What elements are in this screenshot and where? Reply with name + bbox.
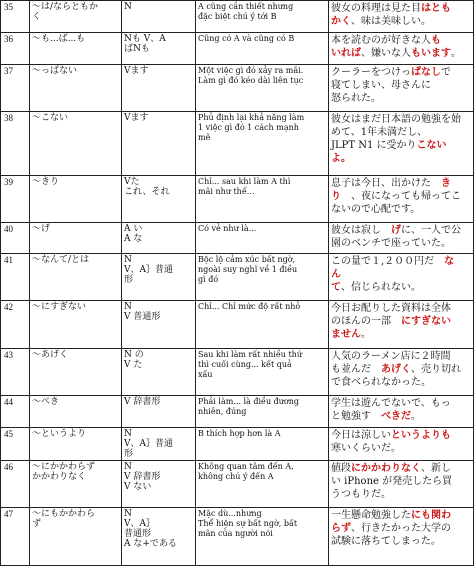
example-line (331, 522, 471, 535)
connection-form-line: N (124, 509, 132, 519)
highlighted-grammar: らず (331, 523, 351, 534)
connection-form-line: A な (124, 234, 143, 244)
vietnamese-meaning-line: 1 việc gì đó 1 cách mạnh (198, 123, 299, 132)
example-text: 今日お配りした資料は全体 (331, 303, 451, 314)
grammar-pattern-line: ～にもかかわら (32, 509, 96, 519)
grammar-pattern-line: ～は/ならともか (32, 2, 99, 12)
example-text: 。 (411, 411, 421, 422)
example-line (331, 281, 471, 294)
example-text: も並んだ (331, 364, 371, 375)
example-text: い iPhone が発売したら買 (331, 476, 453, 487)
example-text: 寒いくらいだ。 (331, 443, 401, 454)
connection-form (122, 65, 196, 112)
table-row (1, 254, 474, 301)
example-text: に、一人で公 (401, 225, 461, 236)
example-text: で (441, 67, 451, 78)
connection-form-line: 形 (124, 449, 134, 459)
vietnamese-meaning-line: B thích hợp hơn là A (198, 429, 281, 438)
grammar-pattern (30, 112, 122, 176)
table-row (1, 428, 474, 461)
vietnamese-meaning-line: Chỉ... Chỉ mức độ rất nhỏ (198, 302, 301, 311)
grammar-pattern (30, 176, 122, 223)
connection-form-line: これ、それ (124, 187, 170, 197)
connection-form-line: V た (124, 360, 143, 370)
connection-form-line: 形 (124, 275, 134, 285)
example-line (331, 302, 471, 315)
example-line (331, 535, 471, 548)
highlighted-grammar: もいます (411, 48, 451, 59)
example-sentence (329, 176, 474, 223)
vietnamese-meaning (196, 396, 329, 428)
example-text: 彼女はまだ日本語の勉強を始 (331, 114, 461, 125)
grammar-pattern-line: ～げ (32, 224, 51, 234)
vietnamese-meaning-line: Chỉ... sau khi làm A thì (198, 177, 291, 186)
example-sentence (329, 254, 474, 301)
row-number: 37 (1, 65, 30, 112)
connection-form (122, 396, 196, 428)
connection-form-line: ばNも (124, 44, 150, 54)
example-line (331, 376, 471, 389)
connection-form (122, 112, 196, 176)
highlighted-grammar: べきだ (371, 411, 411, 422)
grammar-pattern-line: ～きり (32, 177, 60, 187)
grammar-pattern-line: く (32, 12, 42, 22)
grammar-pattern (30, 301, 122, 349)
grammar-pattern (30, 349, 122, 396)
vietnamese-meaning-line: A cũng cần thiết nhưng (198, 2, 294, 11)
highlighted-grammar: ん (331, 269, 341, 280)
vietnamese-meaning-line: Mặc dù...nhưng (198, 509, 262, 518)
example-text: ないので心配です。 (331, 204, 421, 215)
example-text: 値段 (331, 463, 351, 474)
example-line (331, 79, 471, 92)
highlighted-grammar: はとも (421, 3, 451, 14)
vietnamese-meaning-line: đặc biệt chú ý tới B (198, 12, 277, 21)
row-number: 42 (1, 301, 30, 349)
table-row (1, 65, 474, 112)
connection-form (122, 349, 196, 396)
example-text: で食べられなかった。 (331, 377, 431, 388)
example-line (331, 47, 471, 60)
highlighted-grammar: ません (331, 329, 361, 340)
highlighted-grammar: な (434, 256, 455, 267)
connection-form-line: Vます (124, 113, 149, 123)
example-line (331, 255, 471, 268)
example-text: うつもりだ。 (331, 489, 391, 500)
table-row (1, 1, 474, 33)
table-row (1, 112, 474, 176)
row-number: 38 (1, 112, 30, 176)
highlighted-grammar: あげく (371, 364, 411, 375)
row-number: 40 (1, 223, 30, 254)
vietnamese-meaning-line: mẽ (198, 133, 211, 142)
connection-form-line: N (124, 2, 132, 12)
vietnamese-meaning-line: Thể hiện sự bất ngờ, bất (198, 519, 298, 528)
example-sentence (329, 65, 474, 112)
example-text: 試験に落ちてしまった。 (331, 536, 441, 547)
vietnamese-meaning (196, 1, 329, 33)
vietnamese-meaning (196, 349, 329, 396)
vietnamese-meaning-line: xấu (198, 370, 213, 379)
grammar-pattern (30, 461, 122, 508)
example-text: 彼女の料理は見た目 (331, 3, 421, 14)
connection-form (122, 461, 196, 508)
example-line (331, 177, 471, 190)
table-row (1, 33, 474, 65)
connection-form (122, 176, 196, 223)
vietnamese-meaning (196, 508, 329, 566)
example-text: 。 (451, 48, 461, 59)
vietnamese-meaning-line: gì đó (198, 275, 219, 284)
connection-form-line: N (124, 302, 132, 312)
connection-form-line: 普通形 (124, 529, 152, 539)
connection-form (122, 508, 196, 566)
grammar-pattern-line: ～にかかわらず (32, 462, 96, 472)
grammar-pattern (30, 396, 122, 428)
vietnamese-meaning-line: thì cuối cùng... kết quả (198, 360, 292, 369)
vietnamese-meaning (196, 301, 329, 349)
grammar-pattern-line: ～にすぎない (32, 302, 87, 312)
vietnamese-meaning (196, 428, 329, 461)
example-text: 園のベンチで座っていた。 (331, 238, 451, 249)
grammar-pattern-line: ず (32, 519, 42, 529)
table-row (1, 176, 474, 223)
vietnamese-meaning-line: mãn của người nói (198, 529, 273, 538)
connection-form (122, 301, 196, 349)
grammar-table-body (1, 1, 474, 566)
grammar-pattern (30, 33, 122, 65)
connection-form (122, 254, 196, 301)
example-line (331, 92, 471, 105)
grammar-pattern-line: ～こない (32, 113, 69, 123)
example-line (331, 509, 471, 522)
highlighted-grammar: こない (416, 140, 447, 151)
grammar-pattern-line: ～なんて/とは (32, 255, 90, 265)
connection-form-line: N の (124, 350, 144, 360)
connection-form-line: V 普通形 (124, 312, 161, 322)
connection-form-line: Nも V、A (124, 34, 166, 44)
highlighted-grammar: にかかわりなく (351, 463, 421, 474)
example-line (331, 152, 471, 165)
example-text: めて、1年未満だし、 (331, 127, 428, 138)
highlighted-grammar: き (431, 178, 451, 189)
highlighted-grammar: かく (331, 16, 351, 27)
example-line (331, 203, 471, 216)
vietnamese-meaning-line: Phủ định lại khả năng làm (198, 113, 305, 122)
vietnamese-meaning-line: Phải làm... là điều đương (198, 397, 300, 406)
example-text: JLPT N1 に受かり (331, 140, 417, 151)
connection-form-line: A な+である (124, 539, 177, 549)
example-line (331, 190, 471, 203)
example-line (331, 315, 471, 328)
vietnamese-meaning-line: Không quan tâm đến A, (198, 462, 294, 471)
example-line (331, 475, 471, 488)
example-sentence (329, 461, 474, 508)
vietnamese-meaning-line: Cũng có A và cũng có B (198, 34, 295, 43)
connection-form-line: V 辞書形 (124, 472, 161, 482)
row-number: 47 (1, 508, 30, 566)
example-sentence (329, 428, 474, 461)
connection-form (122, 33, 196, 65)
row-number: 39 (1, 176, 30, 223)
vietnamese-meaning (196, 112, 329, 176)
table-row (1, 396, 474, 428)
highlighted-grammar: ぱなし (411, 67, 441, 78)
table-row (1, 301, 474, 349)
example-line (331, 113, 471, 126)
vietnamese-meaning (196, 223, 329, 254)
example-text: 、新し (421, 463, 451, 474)
example-text: 怒られた。 (331, 93, 381, 104)
example-sentence (329, 301, 474, 349)
highlighted-grammar: よ。 (331, 153, 351, 164)
example-text: 。 (361, 329, 371, 340)
vietnamese-meaning (196, 176, 329, 223)
connection-form-line: A い (124, 224, 143, 234)
row-number: 44 (1, 396, 30, 428)
vietnamese-meaning-line: ngoài suy nghĩ về 1 điều (198, 265, 298, 274)
highlighted-grammar: も (431, 35, 441, 46)
example-sentence (329, 349, 474, 396)
example-line (331, 2, 471, 15)
vietnamese-meaning (196, 461, 329, 508)
row-number: 43 (1, 349, 30, 396)
example-text: この量で１,２００円だ (331, 256, 435, 267)
vietnamese-meaning-line: Một việc gì đó xảy ra mãi. (198, 66, 304, 75)
table-row (1, 508, 474, 566)
example-text: 今日は涼しい (331, 430, 391, 441)
example-sentence (329, 33, 474, 65)
example-text: 、嫌いな人 (361, 48, 411, 59)
example-line (331, 350, 471, 363)
example-line (331, 442, 471, 455)
grammar-pattern (30, 254, 122, 301)
example-line (331, 126, 471, 139)
connection-form-line: V、A｝普通 (124, 265, 173, 275)
example-line (331, 429, 471, 442)
example-line (331, 15, 471, 28)
example-line (331, 488, 471, 501)
example-text: 、売り切れ (411, 364, 461, 375)
row-number: 45 (1, 428, 30, 461)
grammar-pattern-line: ～というより (32, 429, 87, 439)
connection-form-line: V、A｝普通 (124, 439, 173, 449)
vietnamese-meaning (196, 65, 329, 112)
example-sentence (329, 396, 474, 428)
highlighted-grammar: にすぎない (391, 316, 451, 327)
grammar-pattern-line: ～あげく (32, 350, 69, 360)
example-text: 彼女は寂し (331, 225, 381, 236)
connection-form-line: N (124, 429, 132, 439)
highlighted-grammar: というよりも (391, 430, 451, 441)
example-line (331, 34, 471, 47)
example-line (331, 139, 471, 152)
highlighted-grammar: いれば (331, 48, 361, 59)
vietnamese-meaning-line: không chú ý đến A (198, 472, 274, 481)
vietnamese-meaning-line: Làm gì đó kéo dài liên tục (198, 76, 304, 85)
example-text: 寝てしまい、母さんに (331, 80, 431, 91)
table-row (1, 349, 474, 396)
row-number: 36 (1, 33, 30, 65)
example-line (331, 462, 471, 475)
highlighted-grammar: にも関わ (411, 510, 451, 521)
example-line (331, 363, 471, 376)
vietnamese-meaning-line: Sau khi làm rất nhiều thứ (198, 350, 302, 359)
example-text: 本を読むのが好きな人 (331, 35, 431, 46)
grammar-pattern (30, 65, 122, 112)
grammar-pattern (30, 428, 122, 461)
example-sentence (329, 1, 474, 33)
vietnamese-meaning-line: mãi như thế... (198, 187, 255, 196)
row-number: 35 (1, 1, 30, 33)
grammar-pattern (30, 508, 122, 566)
row-number: 41 (1, 254, 30, 301)
example-sentence (329, 223, 474, 254)
highlighted-grammar: げ (381, 225, 401, 236)
example-sentence (329, 508, 474, 566)
highlighted-grammar: り (331, 191, 341, 202)
connection-form-line: V、A｝ (124, 519, 155, 529)
vietnamese-meaning (196, 254, 329, 301)
example-text: クーラーをつけっ (331, 67, 411, 78)
grammar-pattern-line: ～べき (32, 397, 60, 407)
example-text: 、信じられない。 (341, 282, 421, 293)
connection-form-line: N (124, 462, 132, 472)
connection-form-line: N (124, 255, 132, 265)
row-number: 46 (1, 461, 30, 508)
example-line (331, 66, 471, 79)
connection-form (122, 428, 196, 461)
connection-form (122, 223, 196, 254)
vietnamese-meaning (196, 33, 329, 65)
example-text: のほんの一部 (331, 316, 391, 327)
example-text: 一生懸命勉強した (331, 510, 411, 521)
grammar-pattern (30, 1, 122, 33)
grammar-pattern-line: ～も...ば...も (32, 34, 86, 44)
connection-form-line: V 辞書形 (124, 397, 161, 407)
highlighted-grammar: て (331, 282, 341, 293)
example-text: 、夜になっても帰ってこ (341, 191, 461, 202)
example-sentence (329, 112, 474, 176)
example-line (331, 410, 471, 423)
table-row (1, 461, 474, 508)
example-text: 学生は遊んでないで、もっ (331, 398, 451, 409)
connection-form (122, 1, 196, 33)
grammar-pattern-line: かかわりなく (32, 472, 87, 482)
connection-form-line: V ない (124, 482, 152, 492)
example-text: 息子は今日、出かけた (331, 178, 431, 189)
example-text: 、行きたかった大学の (351, 523, 451, 534)
example-line (331, 328, 471, 341)
example-line (331, 237, 471, 250)
grammar-pattern (30, 223, 122, 254)
table-row (1, 223, 474, 254)
vietnamese-meaning-line: Bộc lộ cảm xúc bất ngờ, (198, 255, 296, 264)
grammar-pattern-line: ～っぱない (32, 66, 78, 76)
connection-form-line: Vます (124, 66, 149, 76)
vietnamese-meaning-line: Có vẻ như là... (198, 224, 257, 233)
example-line (331, 397, 471, 410)
vietnamese-meaning-line: nhiên, đúng (198, 407, 247, 416)
example-line (331, 224, 471, 237)
example-text: 人気のラーメン店に２時間 (331, 351, 451, 362)
example-text: と勉強す (331, 411, 371, 422)
example-text: 、味は美味しい。 (351, 16, 431, 27)
example-line (331, 268, 471, 281)
connection-form-line: Vた (124, 177, 140, 187)
